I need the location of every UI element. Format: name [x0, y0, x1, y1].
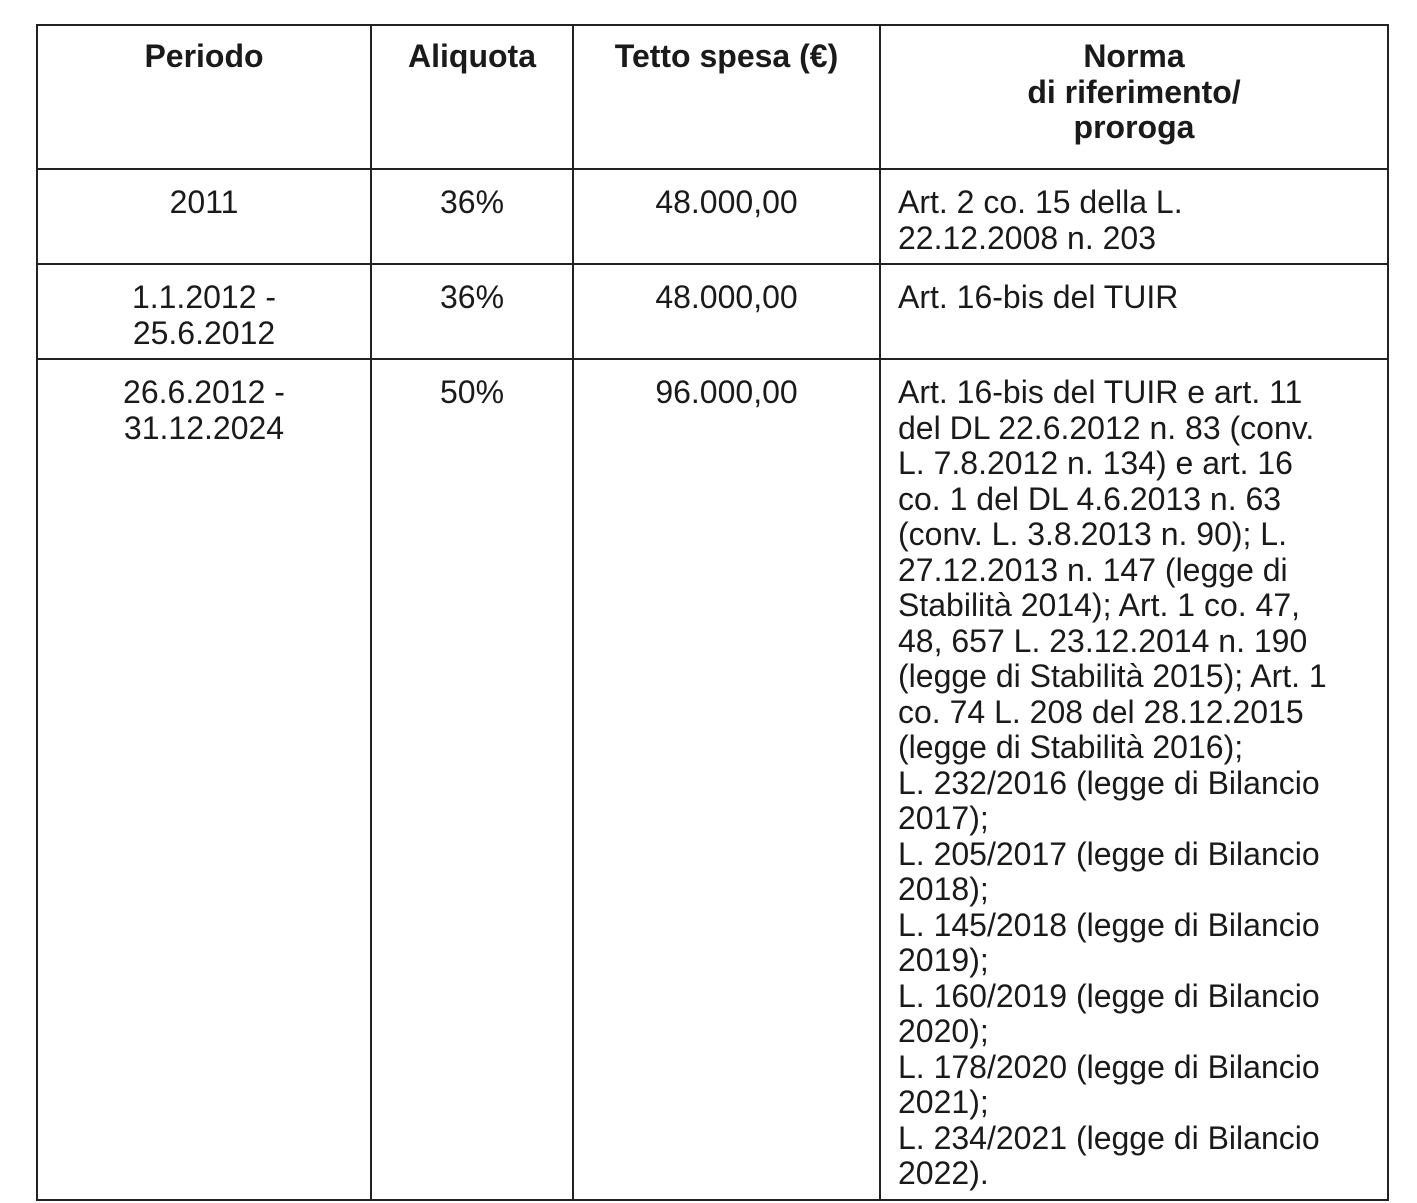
cell-tetto-spesa: 48.000,00: [573, 264, 880, 359]
header-periodo: Periodo: [37, 25, 371, 169]
table-header: [37, 25, 1388, 169]
cell-aliquota: 50%: [371, 359, 573, 1200]
cell-norma: Art. 16-bis del TUIR: [880, 264, 1388, 359]
header-tetto-spesa: Tetto spesa (€): [573, 25, 880, 169]
cell-periodo: 26.6.2012 - 31.12.2024: [37, 359, 371, 1200]
table-row: [37, 359, 1388, 1200]
table-body: [37, 169, 1388, 1200]
cell-aliquota: 36%: [371, 169, 573, 264]
cell-periodo: 2011: [37, 169, 371, 264]
header-aliquota: Aliquota: [371, 25, 573, 169]
deduction-table: [36, 24, 1389, 1201]
header-row: [37, 25, 1388, 169]
cell-tetto-spesa: 48.000,00: [573, 169, 880, 264]
table-row: [37, 264, 1388, 359]
cell-norma: Art. 16-bis del TUIR e art. 11 del DL 22.6.2012 n. 83 (conv. L. 7.8.2012 n. 134) e art. 16 co. 1 del DL 4.6.2013 n. 63 (conv. L. 3.8.2013 n. 90); L. 27.12.2013 n. 147 (legge di Stabilità 2014); Art. 1 co. 47, 48, 657 L. 23.12.2014 n. 190 (legge di Stabilità 2015); Art. 1 co. 74 L. 208 del 28.12.2015 (legge di Stabilità 2016); L. 232/2016 (legge di Bilancio 2017); L. 205/2017 (legge di Bilancio 2018); L. 145/2018 (legge di Bilancio 2019); L. 160/2019 (legge di Bilancio 2020); L. 178/2020 (legge di Bilancio 2021); L. 234/2021 (legge di Bilancio 2022).: [880, 359, 1388, 1200]
cell-aliquota: 36%: [371, 264, 573, 359]
cell-norma: Art. 2 co. 15 della L. 22.12.2008 n. 203: [880, 169, 1388, 264]
cell-tetto-spesa: 96.000,00: [573, 359, 880, 1200]
header-norma: Norma di riferimento/ proroga: [880, 25, 1388, 169]
cell-periodo: 1.1.2012 - 25.6.2012: [37, 264, 371, 359]
table-row: [37, 169, 1388, 264]
